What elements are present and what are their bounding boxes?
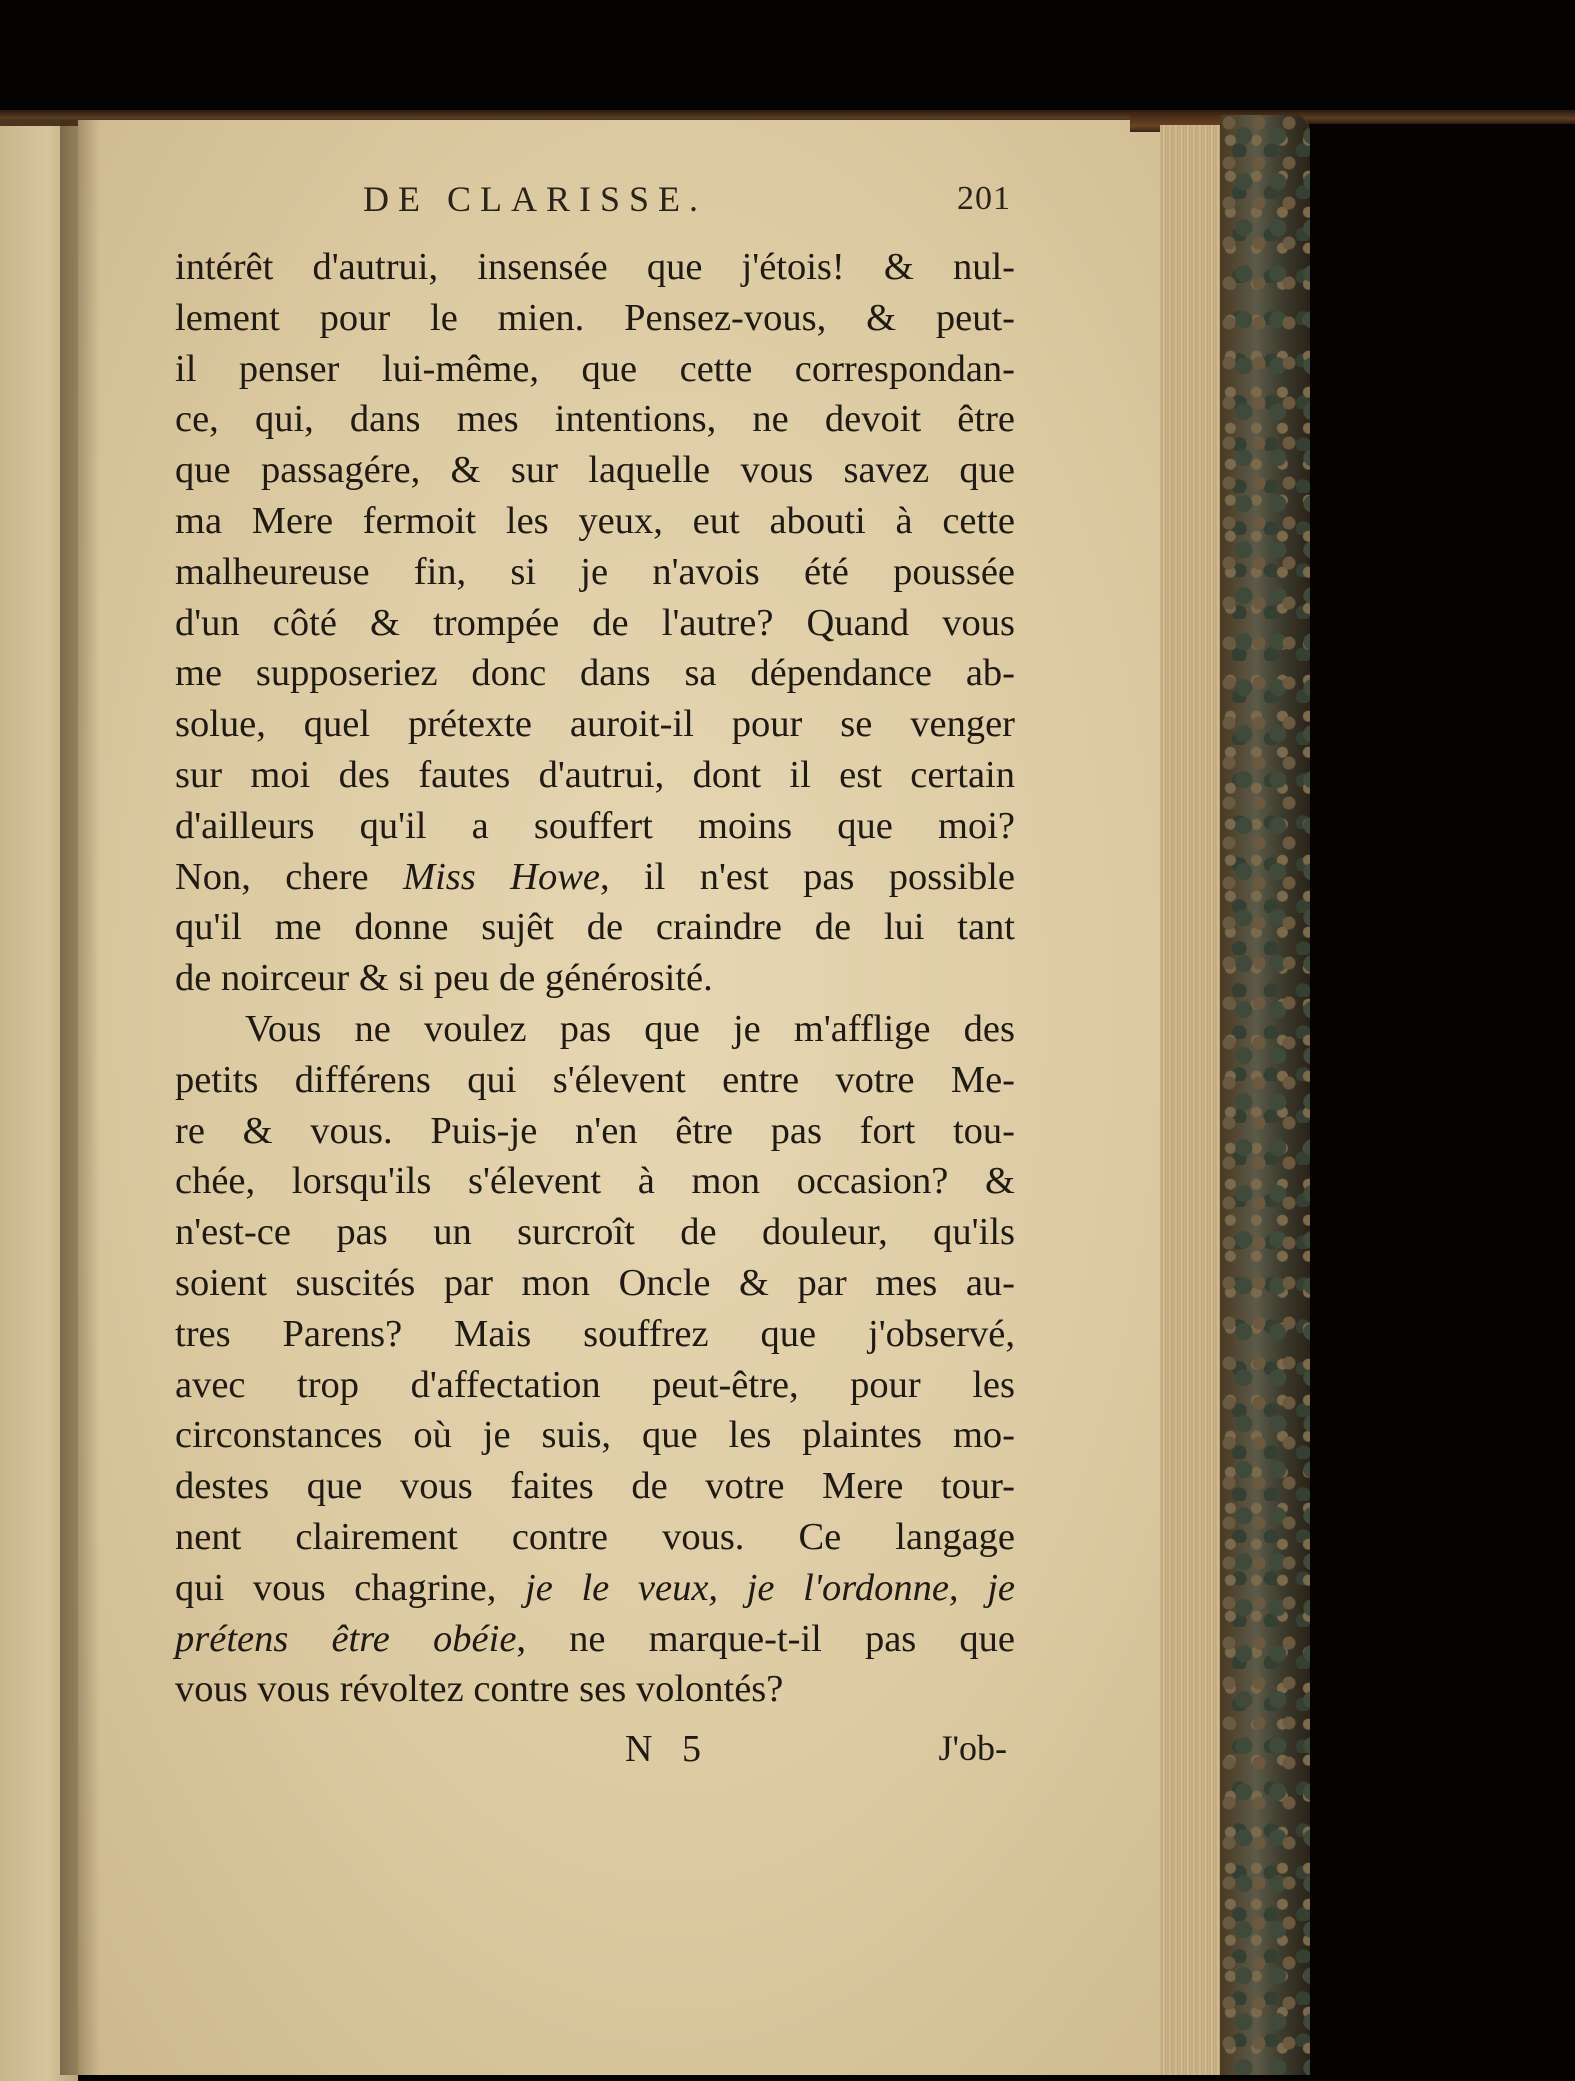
text-line: tres Parens? Mais souffrez que j'observé,: [175, 1312, 1015, 1355]
text-block: [175, 178, 1015, 1779]
text-line: nent clairement contre vous. Ce langage: [175, 1515, 1015, 1558]
text-run: Non, chere: [175, 855, 404, 898]
page-fore-edge: [1160, 125, 1220, 2075]
text-line: intérêt d'autrui, insensée que j'étois! & nul-: [175, 246, 1015, 288]
text-line: sur moi des fautes d'autrui, dont il est certain: [175, 753, 1015, 796]
quoted-phrase: prétens être obéie: [175, 1617, 517, 1660]
text-line: chée, lorsqu'ils s'élevent à mon occasion? &: [175, 1160, 1015, 1203]
text-line: destes que vous faites de votre Mere tour-: [175, 1465, 1015, 1508]
text-line: il penser lui-même, que cette correspondan-: [175, 347, 1015, 390]
text-line: re & vous. Puis-je n'en être pas fort tou-: [175, 1109, 1015, 1152]
text-line: Vous ne voulez pas que je m'afflige des: [245, 1007, 1015, 1050]
text-line: [175, 1563, 1015, 1614]
text-line: avec trop d'affectation peut-être, pour les: [175, 1363, 1015, 1406]
text-line: n'est-ce pas un surcroît de douleur, qu'ils: [175, 1211, 1015, 1254]
text-line: soient suscités par mon Oncle & par mes au-: [175, 1261, 1015, 1304]
text-line: circonstances où je suis, que les plaintes mo-: [175, 1414, 1015, 1457]
addressee-name: Miss Howe: [403, 855, 600, 898]
text-run: qui vous chagrine,: [175, 1566, 526, 1609]
text-line: malheureuse fin, si je n'avois été poussée: [175, 550, 1015, 593]
signature-mark: N 5: [625, 1728, 711, 1771]
text-line: de noirceur & si peu de générosité.: [175, 957, 713, 1000]
text-line: que passagére, & sur laquelle vous savez que: [175, 449, 1015, 492]
text-line: lement pour le mien. Pensez-vous, & peut-: [175, 296, 1015, 339]
text-line: ma Mere fermoit les yeux, eut abouti à cette: [175, 499, 1015, 542]
book-spine-cover: [1220, 115, 1310, 2075]
running-head: [175, 178, 1015, 230]
text-line: me supposeriez donc dans sa dépendance ab-: [175, 652, 1015, 695]
text-line: qu'il me donne sujêt de craindre de lui tant: [175, 906, 1015, 949]
text-line: [175, 1614, 1015, 1665]
text-line: petits différens qui s'élevent entre votre Me-: [175, 1058, 1015, 1101]
quoted-phrase: je le veux, je l'ordonne, je: [525, 1566, 1015, 1609]
text-run: , ne marque-t-il pas que: [516, 1617, 1016, 1660]
text-line: [175, 852, 1015, 903]
text-line: d'ailleurs qu'il a souffert moins que moi?: [175, 804, 1015, 847]
page-number: 201: [957, 180, 1011, 217]
text-line: solue, quel prétexte auroit-il pour se venger: [175, 703, 1015, 746]
text-line: vous vous révoltez contre ses volontés?: [175, 1668, 784, 1711]
text-line: ce, qui, dans mes intentions, ne devoit être: [175, 398, 1015, 441]
paragraph-1: [175, 242, 1015, 1004]
text-run: , il n'est pas possible: [599, 855, 1015, 898]
catchword: J'ob-: [938, 1728, 1007, 1769]
text-line: d'un côté & trompée de l'autre? Quand vous: [175, 601, 1015, 644]
paragraph-2: [175, 1004, 1015, 1715]
gutter-shadow: [60, 120, 100, 2075]
running-head-title: DE CLARISSE.: [363, 179, 708, 219]
page-footer: [175, 1723, 1015, 1779]
